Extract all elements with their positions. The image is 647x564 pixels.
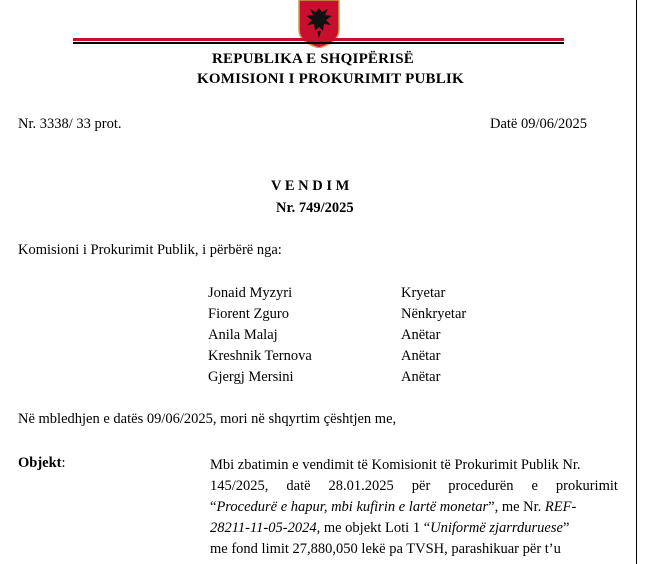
rich-text: 28211-11-05-2024, me objekt Loti 1 “Uniformë zjarrduruese” (210, 520, 570, 536)
header-black-rule (73, 42, 564, 44)
paragraph-line: me fond limit 27,880,050 lekë pa TVSH, parashikuar për t’u (210, 541, 561, 557)
meeting-text: Në mbledhjen e datës 09/06/2025, mori në shqyrtim çështjen me, (18, 411, 397, 427)
member-name: Kreshnik Ternova (208, 348, 312, 364)
paragraph-line: 145/2025, datë 28.01.2025 për procedurën e prokurimit (210, 478, 618, 494)
member-name: Anila Malaj (208, 327, 278, 343)
paragraph-line (210, 497, 618, 518)
header-red-rule (73, 38, 564, 41)
paragraph-line (210, 518, 618, 539)
commission-heading: KOMISIONI I PROKURIMIT PUBLIK (197, 71, 464, 87)
decision-number: Nr. 749/2025 (276, 200, 354, 216)
member-role: Nënkryetar (401, 306, 467, 322)
protocol-number: Nr. 3338/ 33 prot. (18, 116, 122, 132)
member-role: Anëtar (401, 327, 441, 343)
rich-text: “Procedurë e hapur, mbi kufirin e lartë monetar”, me Nr. REF- (210, 499, 577, 515)
object-label: Objekt: (18, 455, 66, 471)
member-role: Anëtar (401, 348, 441, 364)
decision-heading: V E N D I M (271, 178, 350, 194)
member-name: Gjergj Mersini (208, 369, 294, 385)
object-paragraph (210, 455, 618, 560)
document-date: Datë 09/06/2025 (490, 116, 588, 132)
member-name: Jonaid Myzyri (208, 285, 293, 301)
republic-heading: REPUBLIKA E SHQIPËRISË (212, 51, 414, 67)
member-name: Fiorent Zguro (208, 306, 289, 322)
page-border (636, 0, 637, 564)
intro-text: Komisioni i Prokurimit Publik, i përbërë nga: (18, 242, 282, 258)
member-role: Kryetar (401, 285, 446, 301)
member-role: Anëtar (401, 369, 441, 385)
paragraph-line: Mbi zbatimin e vendimit të Komisionit të Prokurimit Publik Nr. (210, 457, 581, 473)
